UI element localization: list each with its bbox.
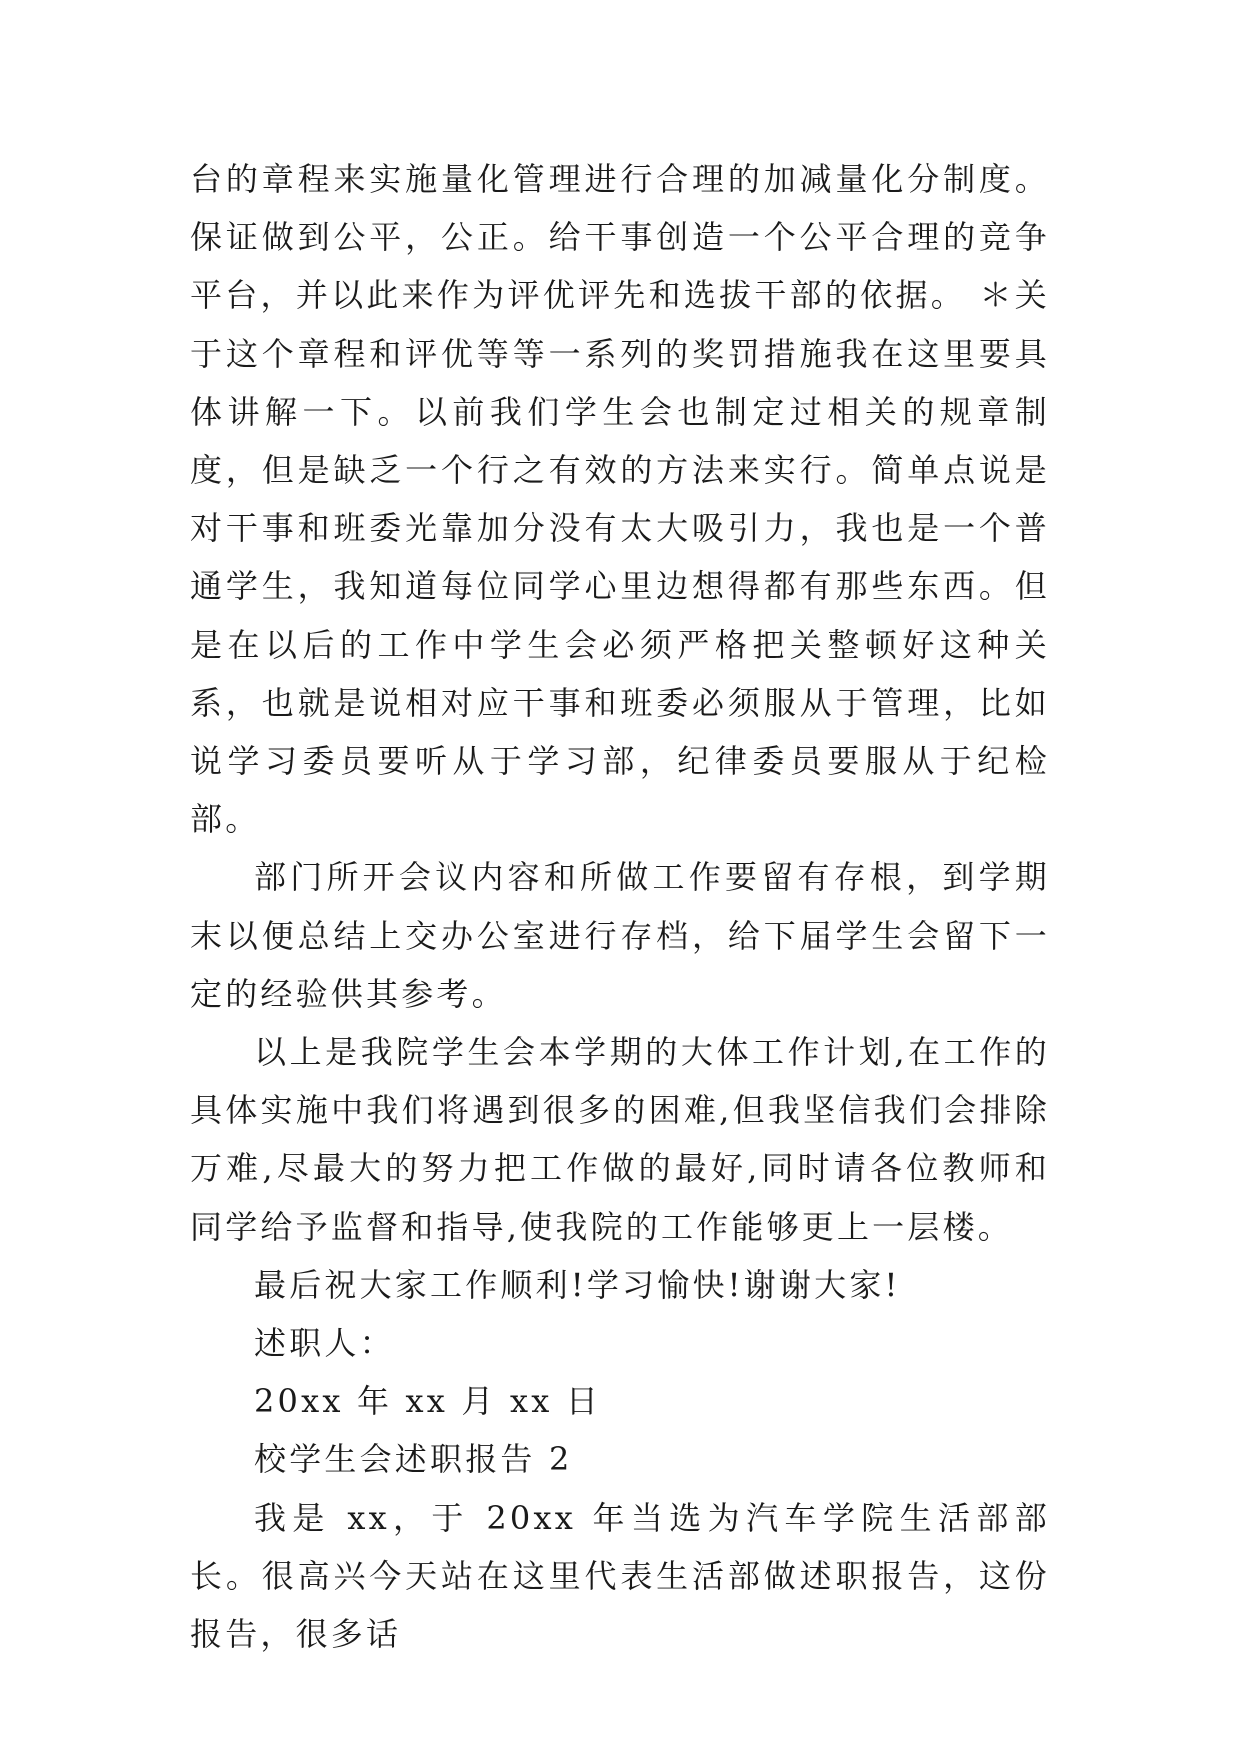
signature-label: 述职人： — [254, 1324, 395, 1363]
section-heading: 校学生会述职报告 2 — [254, 1440, 573, 1479]
paragraph-records: 部门所开会议内容和所做工作要留有存根，到学期末以便总结上交办公室进行存档，给下届学生会留下一定的经验供其参考。 — [190, 858, 1050, 1013]
signature-date: 20xx 年 xx 月 xx 日 — [254, 1382, 602, 1421]
paragraph-second-report-intro: 我是 xx，于 20xx 年当选为汽车学院生活部部长。很高兴今天站在这里代表生活部做述职报告，这份报告，很多话 — [190, 1498, 1050, 1654]
paragraph-rules-continuation: 台的章程来实施量化管理进行合理的加减量化分制度。保证做到公平，公正。给干事创造一个公平合理的竞争平台，并以此来作为评优评先和选拔干部的依据。 ＊关于这个章程和评优等等一系列的奖罚措施我在这里要具体讲解一下。以前我们学生会也制定过相关的规章制度，但是缺乏一个行之有效的方法来实行。简单点说是对干事和班委光靠加分没有太大吸引力，我也是一个普通学生，我知道每位同学心里边想得都有那些东西。但是在以后的工作中学生会必须严格把关整顿好这种关系，也就是说相对应干事和班委必须服从于管理，比如说学习委员要听从于学习部，纪律委员要服从于纪检部。 — [190, 160, 1050, 839]
document-body — [190, 150, 1050, 1663]
paragraph-summary: 以上是我院学生会本学期的大体工作计划,在工作的具体实施中我们将遇到很多的困难,但我坚信我们会排除万难,尽最大的努力把工作做的最好,同时请各位教师和同学给予监督和指导,使我院的工作能够更上一层楼。 — [190, 1033, 1050, 1246]
paragraph-closing-wishes: 最后祝大家工作顺利!学习愉快!谢谢大家! — [254, 1265, 901, 1304]
